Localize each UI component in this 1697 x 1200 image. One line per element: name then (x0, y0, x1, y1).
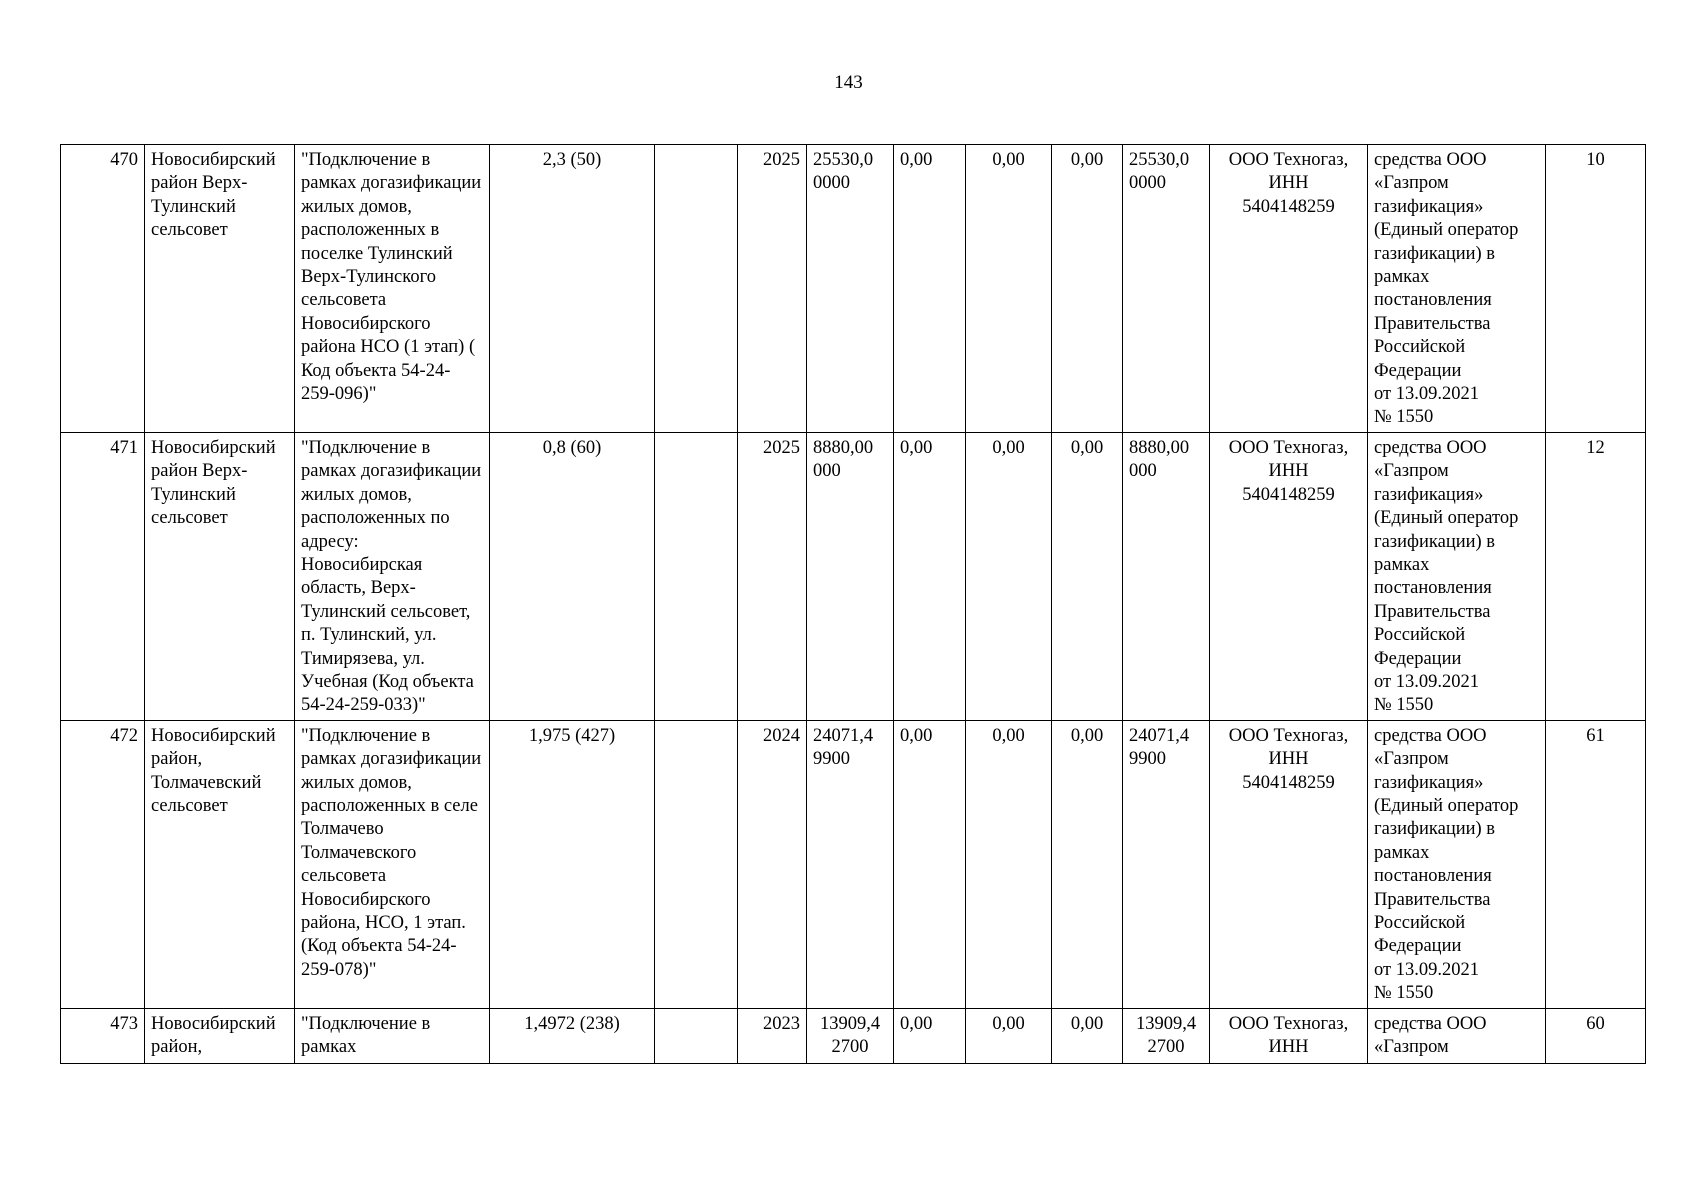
table-row (61, 720, 1646, 1008)
empty-cell (655, 720, 738, 1008)
length-cell: 2,3 (50) (490, 145, 655, 433)
funding-b-cell: 0,00 (966, 432, 1052, 720)
org-funding-cell: 8880,00 000 (1123, 432, 1210, 720)
table-row (61, 145, 1646, 433)
row-number: 472 (61, 720, 145, 1008)
executor-cell: ООО Техногаз, ИНН 5404148259 (1210, 720, 1368, 1008)
count-cell: 10 (1546, 145, 1646, 433)
org-funding-cell: 24071,4 9900 (1123, 720, 1210, 1008)
funding-b-cell: 0,00 (966, 720, 1052, 1008)
funding-c-cell: 0,00 (1052, 1008, 1123, 1063)
length-cell: 1,4972 (238) (490, 1008, 655, 1063)
funding-a-cell: 0,00 (894, 432, 966, 720)
total-cost-cell: 8880,00 000 (807, 432, 894, 720)
empty-cell (655, 1008, 738, 1063)
district-cell: Новосибирский район, Толмачевский сельсовет (145, 720, 295, 1008)
count-cell: 60 (1546, 1008, 1646, 1063)
funding-c-cell: 0,00 (1052, 720, 1123, 1008)
object-name-cell: "Подключение в рамках (295, 1008, 490, 1063)
length-cell: 1,975 (427) (490, 720, 655, 1008)
org-funding-cell: 13909,4 2700 (1123, 1008, 1210, 1063)
row-number: 471 (61, 432, 145, 720)
executor-cell: ООО Техногаз, ИНН (1210, 1008, 1368, 1063)
org-funding-cell: 25530,0 0000 (1123, 145, 1210, 433)
total-cost-cell: 24071,4 9900 (807, 720, 894, 1008)
page-number: 143 (834, 72, 863, 93)
row-number: 473 (61, 1008, 145, 1063)
row-number: 470 (61, 145, 145, 433)
funding-source-cell: средства ООО «Газпром газификация» (Единый оператор газификации) в рамках постановления Правительства Российской Федерации от 13.09.2021 № 1550 (1368, 145, 1546, 433)
year-cell: 2025 (738, 145, 807, 433)
count-cell: 12 (1546, 432, 1646, 720)
funding-a-cell: 0,00 (894, 720, 966, 1008)
total-cost-cell: 13909,4 2700 (807, 1008, 894, 1063)
object-name-cell: "Подключение в рамках догазификации жилых домов, расположенных в селе Толмачево Толмачевского сельсовета Новосибирского района, НСО, 1 этап. (Код объекта 54-24-259-078)" (295, 720, 490, 1008)
object-name-cell: "Подключение в рамках догазификации жилых домов, расположенных по адресу: Новосибирская область, Верх-Тулинский сельсовет, п. Тулинский, ул. Тимирязева, ул. Учебная (Код объекта 54-24-259-033)" (295, 432, 490, 720)
funding-c-cell: 0,00 (1052, 432, 1123, 720)
empty-cell (655, 145, 738, 433)
funding-source-cell: средства ООО «Газпром (1368, 1008, 1546, 1063)
table-row (61, 1008, 1646, 1063)
count-cell: 61 (1546, 720, 1646, 1008)
funding-a-cell: 0,00 (894, 145, 966, 433)
table-row (61, 432, 1646, 720)
gasification-objects-table (60, 144, 1646, 1064)
district-cell: Новосибирский район Верх-Тулинский сельсовет (145, 432, 295, 720)
year-cell: 2025 (738, 432, 807, 720)
funding-c-cell: 0,00 (1052, 145, 1123, 433)
funding-source-cell: средства ООО «Газпром газификация» (Единый оператор газификации) в рамках постановления Правительства Российской Федерации от 13.09.2021 № 1550 (1368, 432, 1546, 720)
empty-cell (655, 432, 738, 720)
funding-a-cell: 0,00 (894, 1008, 966, 1063)
total-cost-cell: 25530,0 0000 (807, 145, 894, 433)
executor-cell: ООО Техногаз, ИНН 5404148259 (1210, 432, 1368, 720)
year-cell: 2023 (738, 1008, 807, 1063)
year-cell: 2024 (738, 720, 807, 1008)
executor-cell: ООО Техногаз, ИНН 5404148259 (1210, 145, 1368, 433)
funding-b-cell: 0,00 (966, 1008, 1052, 1063)
district-cell: Новосибирский район, (145, 1008, 295, 1063)
funding-source-cell: средства ООО «Газпром газификация» (Единый оператор газификации) в рамках постановления Правительства Российской Федерации от 13.09.2021 № 1550 (1368, 720, 1546, 1008)
district-cell: Новосибирский район Верх-Тулинский сельсовет (145, 145, 295, 433)
length-cell: 0,8 (60) (490, 432, 655, 720)
object-name-cell: "Подключение в рамках догазификации жилых домов, расположенных в поселке Тулинский Верх-Тулинского сельсовета Новосибирского района НСО (1 этап) ( Код объекта 54-24-259-096)" (295, 145, 490, 433)
funding-b-cell: 0,00 (966, 145, 1052, 433)
